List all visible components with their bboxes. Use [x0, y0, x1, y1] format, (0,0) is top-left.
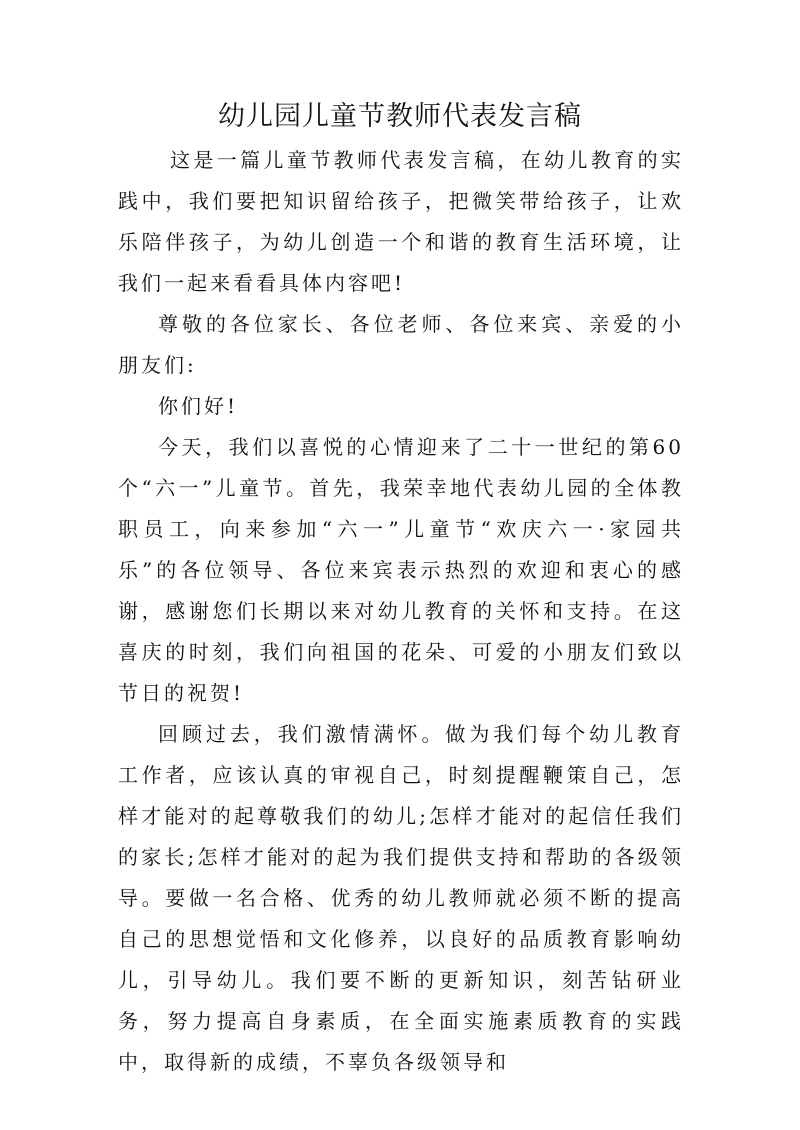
document-body — [118, 140, 684, 1083]
body-paragraph: 回顾过去，我们激情满怀。做为我们每个幼儿教育工作者，应该认真的审视自己，时刻提醒鞭策自己，怎样才能对的起尊敬我们的幼儿;怎样才能对的起信任我们的家长;怎样才能对的起为我们提供支持和帮助的各级领导。要做一名合格、优秀的幼儿教师就必须不断的提高自己的思想觉悟和文化修养，以良好的品质教育影响幼儿，引导幼儿。我们要不断的更新知识，刻苦钻研业务，努力提高自身素质，在全面实施素质教育的实践中，取得新的成绩，不辜负各级领导和 — [118, 722, 684, 1074]
salutation-paragraph: 尊敬的各位家长、各位老师、各位来宾、亲爱的小朋友们: — [118, 312, 684, 377]
greeting-paragraph: 你们好! — [158, 394, 239, 418]
body-paragraph: 今天，我们以喜悦的心情迎来了二十一世纪的第60个“六一”儿童节。首先，我荣幸地代表幼儿园的全体教职员工，向来参加“六一”儿童节“欢庆六一·家园共乐”的各位领导、各位来宾表示热烈的欢迎和衷心的感谢，感谢您们长期以来对幼儿教育的关怀和支持。在这喜庆的时刻，我们向祖国的花朵、可爱的小朋友们致以节日的祝贺! — [118, 435, 684, 705]
document-title: 幼儿园儿童节教师代表发言稿 — [218, 101, 582, 132]
intro-paragraph: 这是一篇儿童节教师代表发言稿，在幼儿教育的实践中，我们要把知识留给孩子，把微笑带给孩子，让欢乐陪伴孩子，为幼儿创造一个和谐的教育生活环境，让我们一起来看看具体内容吧! — [118, 148, 684, 295]
